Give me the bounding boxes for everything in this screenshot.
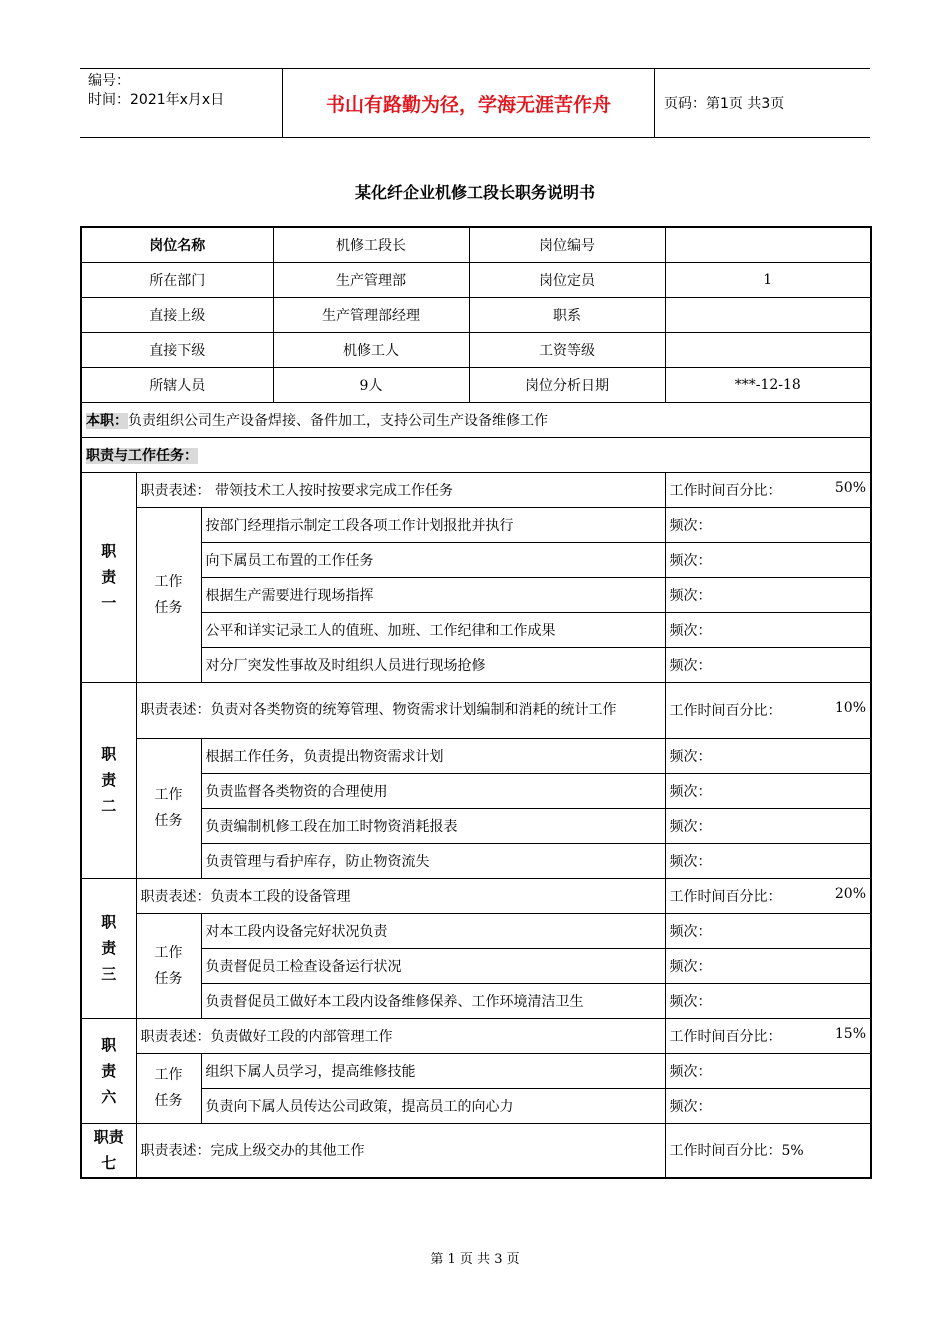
header-page-info: 页码：第1页 共3页 <box>664 96 785 112</box>
pct-value: 50% <box>834 479 867 496</box>
pct-label: 工作时间百分比： <box>669 1028 782 1045</box>
info-label <box>81 227 273 262</box>
duty-label-char: 职责 <box>93 1128 124 1147</box>
task-item <box>201 542 665 577</box>
page-header <box>80 68 870 138</box>
freq-label: 频次： <box>669 1098 712 1115</box>
task-row <box>81 1053 871 1088</box>
benzhi-label: 本职： <box>86 412 128 429</box>
task-item <box>201 843 665 878</box>
pct-value: 20% <box>834 885 867 902</box>
info-label <box>469 262 665 297</box>
duty-label-char: 职 <box>101 745 117 763</box>
task-freq <box>665 738 871 773</box>
info-value <box>273 332 469 367</box>
pct-label: 工作时间百分比： <box>669 482 782 499</box>
duty-label-char: 七 <box>101 1154 117 1173</box>
info-value-text: 1 <box>763 271 773 288</box>
info-value <box>273 227 469 262</box>
task-item <box>201 577 665 612</box>
task-freq <box>665 1053 871 1088</box>
task-freq <box>665 612 871 647</box>
duty-label <box>81 1018 136 1123</box>
duty-label-char: 三 <box>101 965 117 983</box>
info-value <box>273 297 469 332</box>
info-label <box>81 262 273 297</box>
info-label-text: 工资等级 <box>539 342 596 359</box>
info-label <box>469 332 665 367</box>
duties-header <box>81 437 871 472</box>
duty-label <box>81 1123 136 1178</box>
info-value <box>665 297 871 332</box>
task-label-1: 工作 <box>154 573 183 590</box>
pct-label: 工作时间百分比： <box>669 703 782 719</box>
duty-pct <box>665 878 871 913</box>
duty-label-char: 责 <box>101 1061 117 1080</box>
task-text: 根据工作任务，负责提出物资需求计划 <box>205 748 444 765</box>
freq-label: 频次： <box>669 552 712 569</box>
task-text: 负责监督各类物资的合理使用 <box>205 783 388 800</box>
duty-label-char: 责 <box>101 568 117 586</box>
task-freq <box>665 507 871 542</box>
task-text: 负责督促员工检查设备运行状况 <box>205 958 402 975</box>
task-label-1: 工作 <box>154 1067 183 1083</box>
freq-label: 频次： <box>669 657 712 674</box>
freq-label: 频次： <box>669 517 712 534</box>
task-label-2: 任务 <box>154 599 183 616</box>
task-freq <box>665 577 871 612</box>
number-label: 编号： <box>88 73 130 89</box>
info-value <box>273 262 469 297</box>
duty-label <box>81 878 136 1018</box>
task-item <box>201 808 665 843</box>
duty-statement-text: 职责表述：负责做好工段的内部管理工作 <box>140 1028 393 1045</box>
task-text: 按部门经理指示制定工段各项工作计划报批并执行 <box>205 517 514 534</box>
info-value-text: 生产管理部经理 <box>322 307 421 324</box>
task-freq <box>665 983 871 1018</box>
task-row <box>81 738 871 773</box>
task-text: 组织下属人员学习，提高维修技能 <box>205 1063 416 1080</box>
task-label <box>136 507 201 682</box>
duty-label-char: 责 <box>101 939 117 957</box>
task-text: 对分厂突发性事故及时组织人员进行现场抢修 <box>205 657 486 674</box>
duty-label-char: 职 <box>101 1035 117 1054</box>
duties-header-text: 职责与工作任务： <box>86 447 198 464</box>
duty-label-char: 六 <box>101 1087 117 1106</box>
freq-label: 频次： <box>669 993 712 1010</box>
task-label-2: 任务 <box>154 970 183 987</box>
freq-label: 频次： <box>669 748 712 765</box>
duty-statement-row <box>81 1018 871 1053</box>
info-value <box>665 332 871 367</box>
info-row <box>81 367 871 402</box>
job-description-table <box>80 226 872 1179</box>
duty-statement-row <box>81 682 871 738</box>
info-value <box>665 262 871 297</box>
task-text: 根据生产需要进行现场指挥 <box>205 587 374 604</box>
pct-text: 工作时间百分比：5% <box>669 1143 804 1160</box>
task-text: 负责编制机修工段在加工时物资消耗报表 <box>205 818 458 835</box>
duty-pct <box>665 682 871 738</box>
info-value <box>665 227 871 262</box>
info-value-text: 机修工段长 <box>336 237 407 254</box>
task-item <box>201 948 665 983</box>
duty-statement <box>136 472 665 507</box>
task-text: 负责督促员工做好本工段内设备维修保养、工作环境清洁卫生 <box>205 993 584 1010</box>
info-label-text: 职系 <box>553 307 582 324</box>
info-label-text: 岗位名称 <box>149 237 206 254</box>
document-title: 某化纤企业机修工段长职务说明书 <box>354 183 595 202</box>
info-value-text: 机修工人 <box>343 342 400 359</box>
duty-statement <box>136 878 665 913</box>
info-label <box>81 332 273 367</box>
freq-label: 频次： <box>669 853 712 870</box>
info-label <box>81 367 273 402</box>
task-row <box>81 913 871 948</box>
info-label <box>81 297 273 332</box>
info-label-text: 岗位定员 <box>539 272 596 289</box>
task-freq <box>665 808 871 843</box>
info-label-text: 直接上级 <box>149 307 206 324</box>
task-freq <box>665 773 871 808</box>
task-freq <box>665 1088 871 1123</box>
task-freq <box>665 948 871 983</box>
pct-label: 工作时间百分比： <box>669 888 782 905</box>
duty-label-char: 一 <box>101 594 117 612</box>
info-value-text: 生产管理部 <box>336 272 407 289</box>
task-label <box>136 913 201 1018</box>
duty-statement <box>136 1018 665 1053</box>
duty-statement-row <box>81 1123 871 1178</box>
task-row <box>81 507 871 542</box>
pct-value: 10% <box>834 700 867 716</box>
task-text: 负责管理与看护库存，防止物资流失 <box>205 853 430 870</box>
freq-label: 频次： <box>669 818 712 835</box>
info-value-text: 9人 <box>359 377 383 394</box>
duty-statement-row <box>81 472 871 507</box>
freq-label: 频次： <box>669 622 712 639</box>
info-label-text: 所在部门 <box>149 272 206 289</box>
duty-statement <box>136 682 665 738</box>
duty-label <box>81 682 136 878</box>
freq-label: 频次： <box>669 923 712 940</box>
duty-label-char: 职 <box>101 542 117 560</box>
task-text: 对本工段内设备完好状况负责 <box>205 923 388 940</box>
benzhi-cell <box>81 402 871 437</box>
info-label-text: 岗位编号 <box>539 237 596 254</box>
benzhi-row <box>81 402 871 437</box>
task-label <box>136 1053 201 1123</box>
task-label-2: 任务 <box>154 813 183 829</box>
task-item <box>201 1053 665 1088</box>
duty-statement-text: 职责表述：负责对各类物资的统筹管理、物资需求计划编制和消耗的统计工作 <box>140 702 617 718</box>
task-freq <box>665 542 871 577</box>
duty-pct <box>665 472 871 507</box>
duty-label-char: 责 <box>101 771 117 789</box>
task-item <box>201 612 665 647</box>
header-meta <box>80 69 283 137</box>
info-row <box>81 262 871 297</box>
task-item <box>201 773 665 808</box>
task-freq <box>665 843 871 878</box>
info-value <box>273 367 469 402</box>
header-motto: 书山有路勤为径，学海无涯苦作舟 <box>283 69 655 137</box>
freq-label: 频次： <box>669 587 712 604</box>
task-label-1: 工作 <box>154 787 183 803</box>
duty-statement <box>136 1123 665 1178</box>
task-item <box>201 738 665 773</box>
info-label <box>469 297 665 332</box>
benzhi-text: 负责组织公司生产设备焊接、备件加工，支持公司生产设备维修工作 <box>128 412 548 429</box>
duty-pct <box>665 1018 871 1053</box>
task-item <box>201 647 665 682</box>
duty-label-char: 职 <box>101 913 117 931</box>
task-text: 公平和详实记录工人的值班、加班、工作纪律和工作成果 <box>205 622 556 639</box>
info-label <box>469 367 665 402</box>
info-label-text: 直接下级 <box>149 342 206 359</box>
info-row <box>81 227 871 262</box>
info-value <box>665 367 871 402</box>
task-text: 向下属员工布置的工作任务 <box>205 552 374 569</box>
freq-label: 频次： <box>669 958 712 975</box>
duty-statement-row <box>81 878 871 913</box>
task-item <box>201 983 665 1018</box>
duty-pct <box>665 1123 871 1178</box>
task-freq <box>665 647 871 682</box>
task-label-1: 工作 <box>154 944 183 961</box>
duty-statement-text: 职责表述：完成上级交办的其他工作 <box>140 1143 365 1160</box>
page-footer: 第 1 页 共 3 页 <box>430 1252 520 1267</box>
info-label <box>469 227 665 262</box>
duty-label <box>81 472 136 682</box>
freq-label: 频次： <box>669 1063 712 1080</box>
duties-header-row <box>81 437 871 472</box>
task-item <box>201 913 665 948</box>
freq-label: 频次： <box>669 783 712 800</box>
duty-statement-text: 职责表述：负责本工段的设备管理 <box>140 888 351 905</box>
pct-value: 15% <box>834 1025 867 1042</box>
task-freq <box>665 913 871 948</box>
duty-statement-text: 职责表述： 带领技术工人按时按要求完成工作任务 <box>140 482 453 499</box>
info-row <box>81 297 871 332</box>
task-label-2: 任务 <box>154 1093 183 1109</box>
info-label-text: 岗位分析日期 <box>525 377 610 394</box>
info-row <box>81 332 871 367</box>
task-label <box>136 738 201 878</box>
info-value-text: ***-12-18 <box>734 376 801 393</box>
duty-label-char: 二 <box>101 797 117 815</box>
time-label: 时间：2021年x月x日 <box>88 92 225 108</box>
task-text: 负责向下属人员传达公司政策，提高员工的向心力 <box>205 1098 514 1115</box>
task-item <box>201 1088 665 1123</box>
info-label-text: 所辖人员 <box>149 377 206 394</box>
task-item <box>201 507 665 542</box>
